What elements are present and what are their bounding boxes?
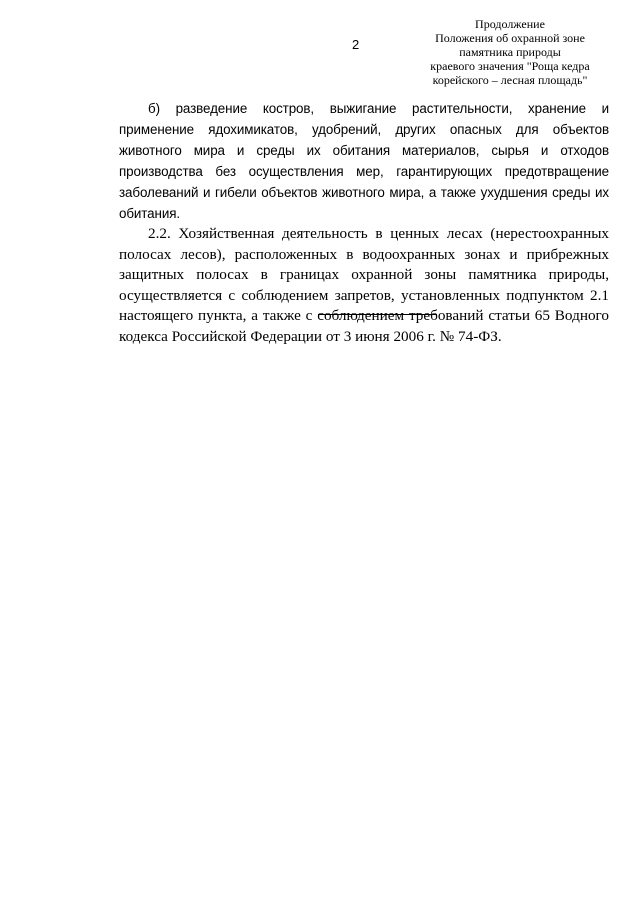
paragraph-2-2: 2.2. Хозяйственная деятельность в ценных лесах (нерестоохранных полосах лесов), расположенных в водоохранных зонах и прибрежных защитных полосах в границах охранной зоны памятника природы, осуществляется с соблюдением запретов, установленных подпунктом 2.1 настоящего пункта, а также с соблюдением требований статьи 65 Водного кодекса Российской Федерации от 3 июня 2006 г. № 74-ФЗ.: [119, 225, 609, 345]
document-header: [420, 17, 600, 87]
closing-rule: [318, 314, 437, 315]
paragraph-subitem-b: б) разведение костров, выжигание растительности, хранение и применение ядохимикатов, удобрений, других опасных для объектов животного мира и среды их обитания материалов, сырья и отходов производства без осуществления мер, гарантирующих предотвращение заболеваний и гибели объектов животного мира, а также ухудшения среды их обитания.: [119, 101, 609, 221]
header-line: корейского – лесная площадь": [432, 73, 588, 87]
header-line: Продолжение: [475, 17, 545, 31]
document-body: [119, 98, 609, 347]
page-number: 2: [352, 37, 360, 52]
header-line: Положения об охранной зоне: [435, 31, 585, 45]
header-line: памятника природы: [459, 45, 561, 59]
header-line: краевого значения "Роща кедра: [430, 59, 590, 73]
